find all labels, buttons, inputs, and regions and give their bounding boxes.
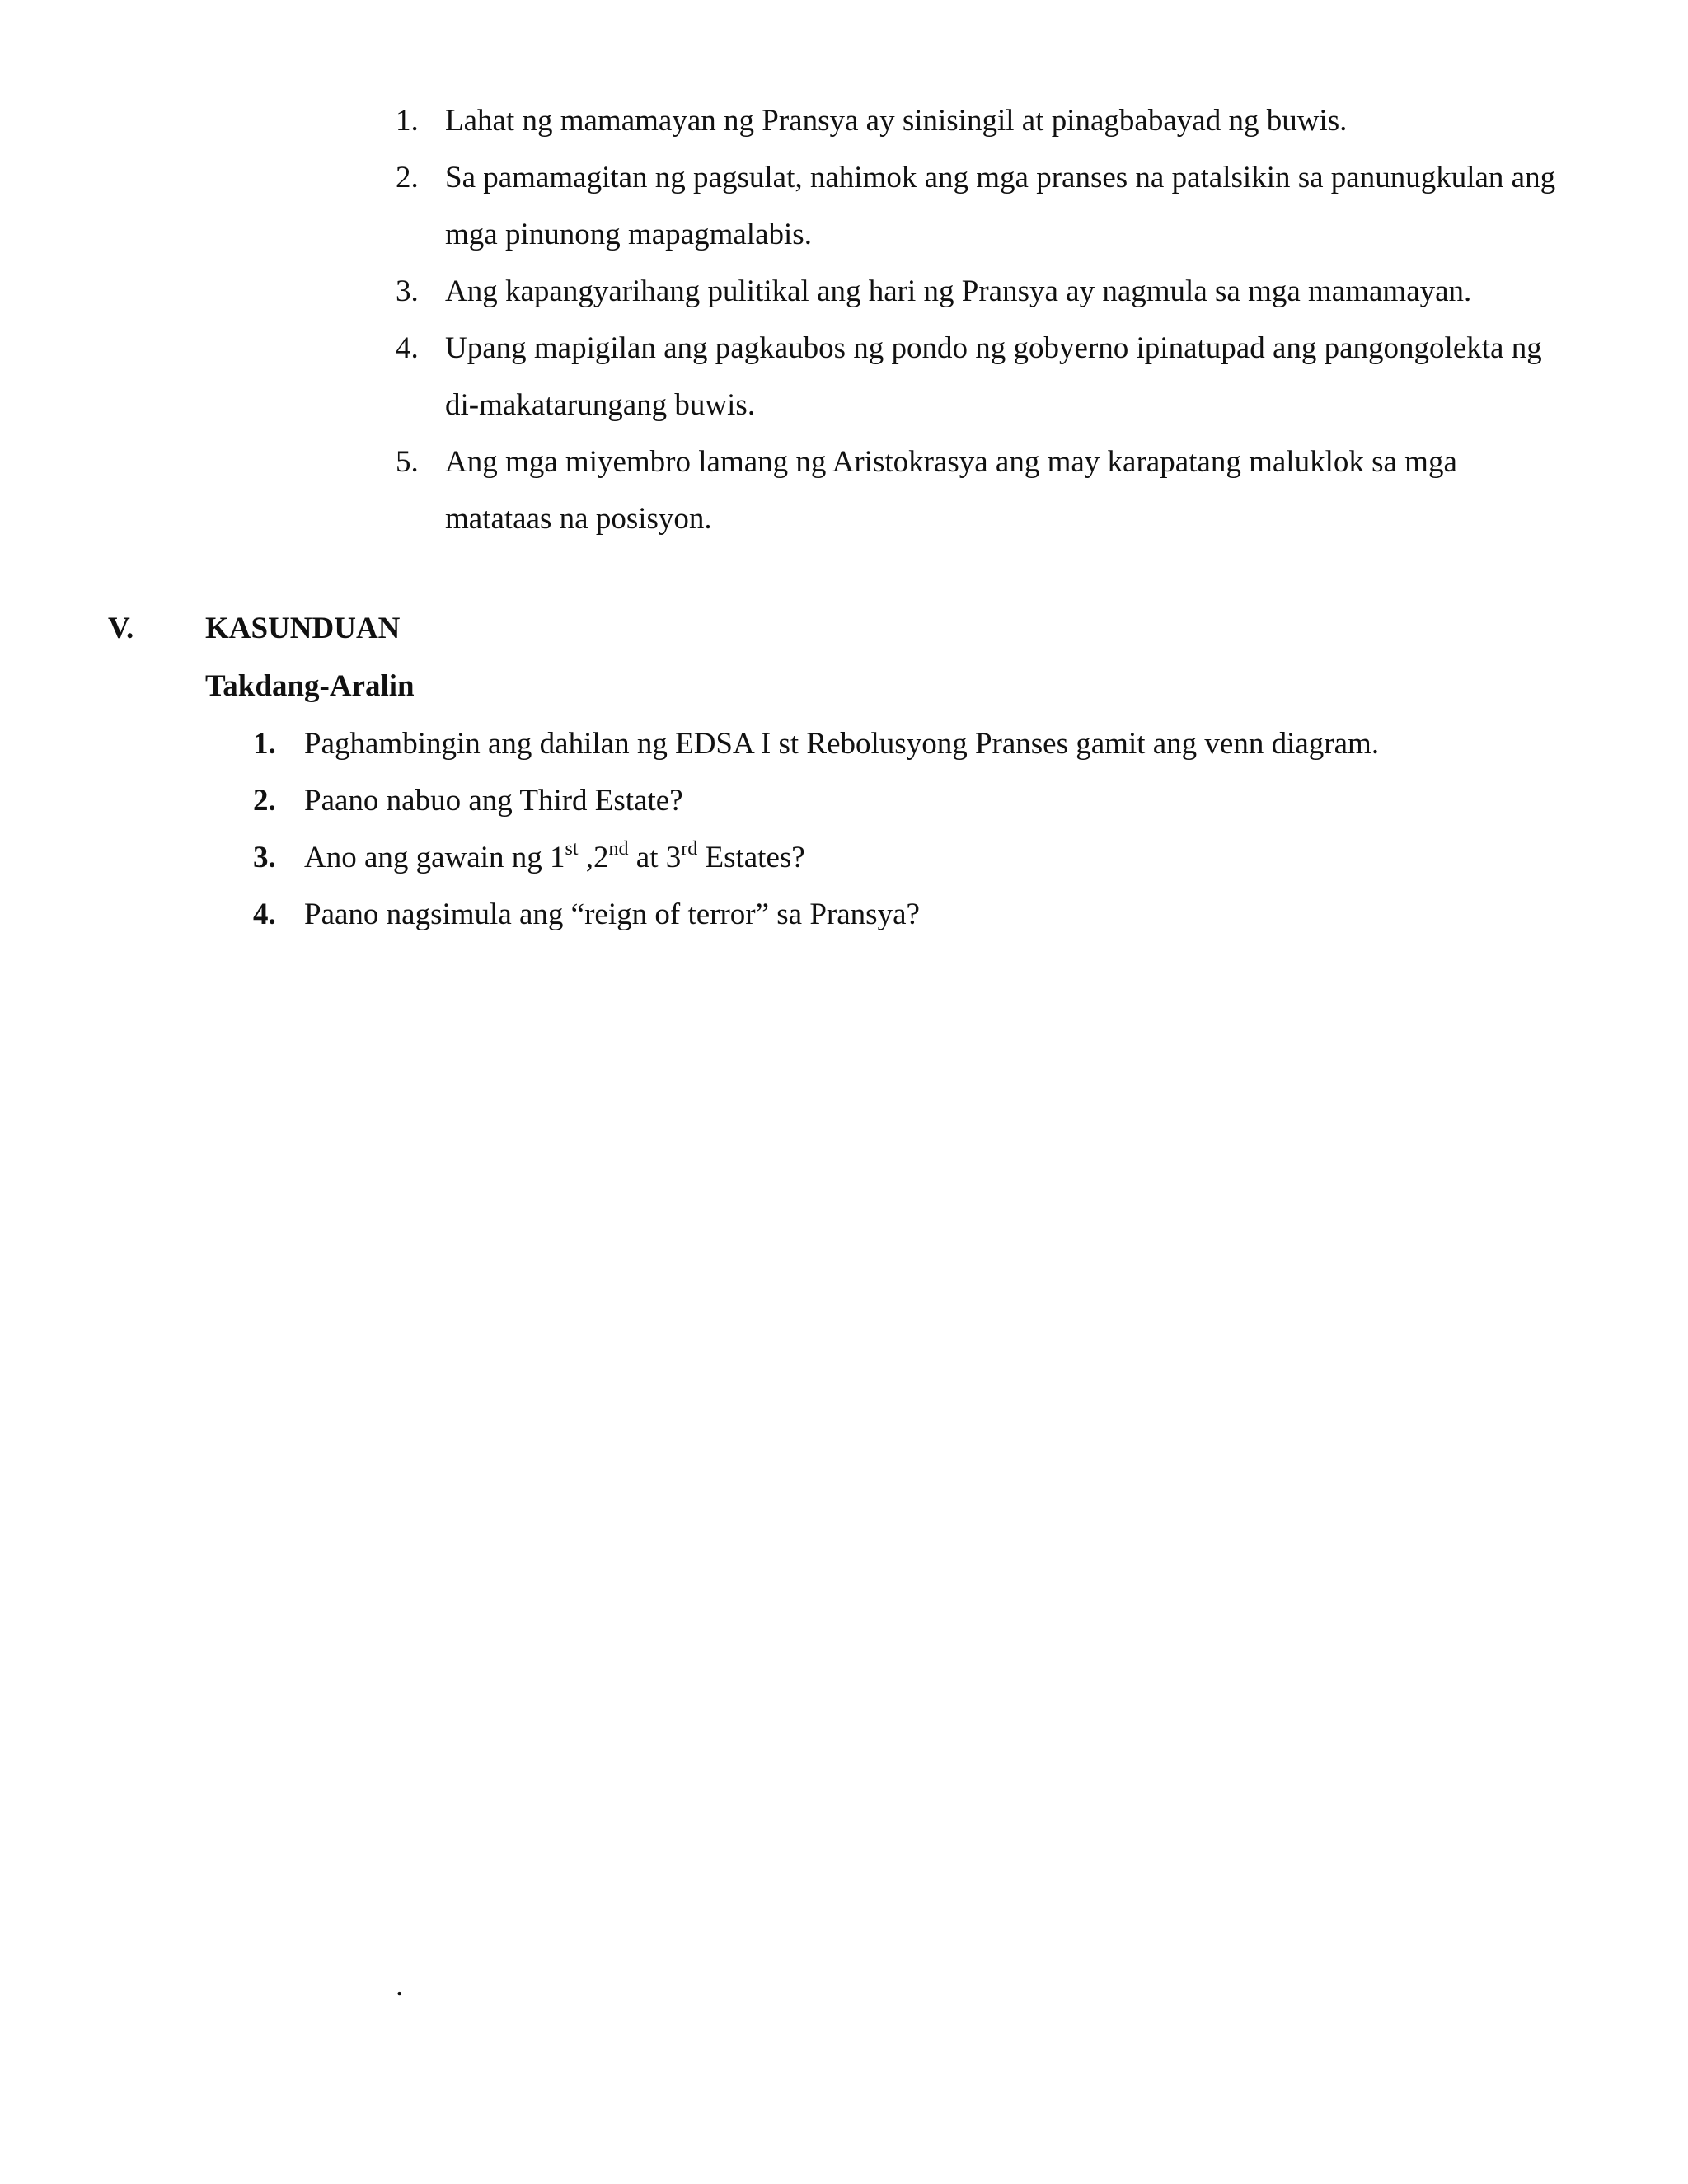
homework-text-part: Estates? bbox=[697, 841, 805, 874]
homework-list bbox=[253, 715, 1531, 943]
homework-text: Paghambingin ang dahilan ng EDSA I st Rebolusyong Pranses gamit ang venn diagram. bbox=[304, 727, 1380, 761]
homework-text-part: at 3 bbox=[628, 841, 682, 874]
homework-item bbox=[253, 772, 1531, 829]
list-number: 2. bbox=[396, 161, 419, 194]
ordinal-suffix: nd bbox=[608, 837, 629, 860]
homework-text-part: ,2 bbox=[578, 841, 609, 874]
section-title: KASUNDUAN bbox=[205, 612, 401, 645]
list-number: 4. bbox=[396, 331, 419, 365]
list-text: Ang mga miyembro lamang ng Aristokrasya ang may karapatang maluklok sa mga matataas na posisyon. bbox=[445, 445, 1457, 536]
list-number: 1. bbox=[396, 104, 419, 138]
ordinal-suffix: st bbox=[565, 837, 579, 860]
list-text: Lahat ng mamamayan ng Pransya ay sinisingil at pinagbabayad ng buwis. bbox=[445, 104, 1348, 138]
list-item bbox=[396, 263, 1558, 320]
homework-number: 4. bbox=[253, 898, 276, 931]
homework-item bbox=[253, 829, 1531, 886]
list-number: 3. bbox=[396, 274, 419, 308]
section-subtitle: Takdang-Aralin bbox=[205, 669, 415, 703]
answer-list bbox=[396, 92, 1558, 547]
list-item bbox=[396, 149, 1558, 263]
list-item bbox=[396, 92, 1558, 149]
list-item bbox=[396, 320, 1558, 434]
section-heading bbox=[108, 602, 1509, 656]
homework-text: Paano nabuo ang Third Estate? bbox=[304, 784, 683, 818]
list-text: Sa pamamagitan ng pagsulat, nahimok ang mga pranses na patalsikin sa panunugkulan ang mga pinunong mapagmalabis. bbox=[445, 161, 1556, 251]
section-number: V. bbox=[108, 612, 134, 645]
homework-number: 2. bbox=[253, 784, 276, 818]
homework-number: 3. bbox=[253, 841, 276, 874]
ordinal-suffix: rd bbox=[681, 837, 698, 860]
list-text: Upang mapigilan ang pagkaubos ng pondo ng gobyerno ipinatupad ang pangongolekta ng di-makatarungang buwis. bbox=[445, 331, 1542, 422]
homework-text: Paano nagsimula ang “reign of terror” sa Pransya? bbox=[304, 898, 920, 931]
list-text: Ang kapangyarihang pulitikal ang hari ng Pransya ay nagmula sa mga mamamayan. bbox=[445, 274, 1472, 308]
homework-item bbox=[253, 886, 1531, 943]
homework-text bbox=[304, 829, 1531, 886]
footer-mark: . bbox=[396, 1969, 404, 2003]
homework-text-part: Ano ang gawain ng 1 bbox=[304, 841, 565, 874]
list-item bbox=[396, 434, 1558, 547]
homework-number: 1. bbox=[253, 727, 276, 761]
list-number: 5. bbox=[396, 445, 419, 479]
homework-item bbox=[253, 715, 1531, 772]
